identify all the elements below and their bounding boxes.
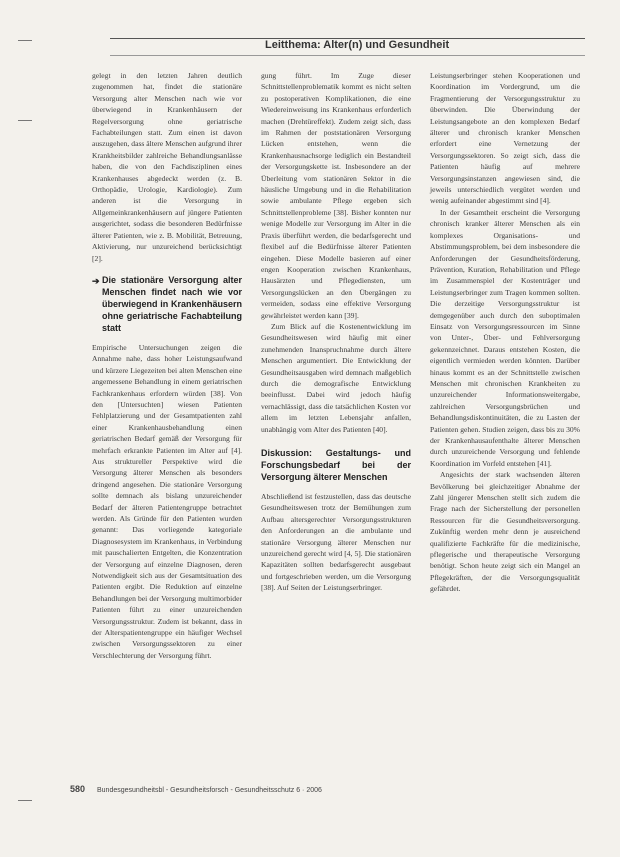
paragraph: Zum Blick auf die Kostenentwicklung im Gesundheitswesen wird häufig mit einer zunehmenden Inanspruchnahme durch ältere Menschen argumentiert. Die Entwicklung der Gesundheitsausgaben wird demnach maßgeblich durch die demografische Entwicklung beeinflusst. Dabei wird jedoch häufig vernachlässigt, dass die tatsächlichen Kosten vor allem im letzten Lebensjahr anfallen, unabhängig vom Alter des Patienten [40]. <box>261 321 411 434</box>
callout-heading-text: Die stationäre Versorgung alter Menschen findet nach wie vor überwiegend in Krankenhäusern ohne geriatrische Fachabteilung statt <box>102 274 242 333</box>
paragraph: Leistungserbringer stehen Kooperationen und Koordination im Vordergrund, um die Fragmentierung der Versorgungsstruktur zu überwinden. Die Überwindung der Leistungsangebote an den komplexen Bedarf älterer und chronisch kranker Menschen erfordert eine Vernetzung der Versorgungssektoren. So zeigt sich, dass die Patienten häufig auf mehrere Versorgungsinstanzen angewiesen sind, die jeweils unterschiedlich vergütet werden und wenig aufeinander abgestimmt sind [4]. <box>430 71 580 206</box>
journal-citation: Bundesgesundheitsbl - Gesundheitsforsch - Gesundheitsschutz 6 · 2006 <box>96 787 322 794</box>
section-heading: Diskussion: Gestaltungs- und Forschungsbedarf bei der Versorgung älterer Menschen <box>261 448 411 482</box>
text-column-1 <box>92 70 242 661</box>
text-column-2 <box>261 70 411 594</box>
callout-heading <box>92 274 242 334</box>
paragraph: Angesichts der stark wachsenden älteren Bevölkerung bei gleichzeitiger Abnahme der Zahl jüngerer Menschen stellt sich zudem die Frage nach der Sicherstellung der personellen Ressourcen für die Gesundheitsversorgung. Zukünftig werden mehr denn je ausreichend qualifizierte Fachkräfte für die medizinische, pflegerische und therapeutische Versorgung benötigt. Schon heute zeigt sich ein Mangel an Pflegekräften, der die Versorgungsqualität gefährdet. <box>430 470 580 594</box>
arrow-bullet-icon: ➔ <box>92 275 100 286</box>
paragraph: gung führt. Im Zuge dieser Schnittstellenproblematik kommt es nicht selten zu postoperativen Komplikationen, die eine Wiedereinweisung ins Krankenhaus erforderlich machen (Drehtüreffekt). Zudem zeigt sich, dass im Rahmen der poststationären Versorgung Lücken entstehen, wenn die Krankenhausnachsorge lediglich ein Bestandteil der Versorgungskette ist. Insbesondere an der Überleitung vom stationären Sektor in die häusliche Umgebung und in die Rehabilitation sowie ambulante Pflege ergeben sich Schnittstellenprobleme [38]. Bisher konnten nur wenige Modelle zur Versorgung im Alter in die Praxis überführt werden, die bedarfsgerecht und flexibel auf die Bedürfnisse älterer Patienten eingehen. Diese Modelle basieren auf einer engen Kooperation zwischen Krankenhaus, Hausärzten und Pflegediensten, um Versorgungslücken an den Übergängen zu vermeiden, sodass eine effektive Versorgung gewährleistet werden kann [39]. <box>261 71 411 320</box>
binding-marks <box>0 0 60 857</box>
page-number: 580 <box>70 784 86 794</box>
paragraph: Empirische Untersuchungen zeigen die Annahme nahe, dass hoher Leistungsaufwand und kürzere Liegezeiten bei alten Menschen eine angemessene Behandlung in einem geriatrischen Fachkrankenhaus erfordern würden [38]. Von den [Untersuchten] wiesen Patienten Fehlplatzierung und der Gesamtpatienten zahl einer Krankenhausbehandlung einen geriatrischen Bedarf gemäß der Versorgung für mehrfach erkrankte Patienten im Alter auf [4]. Aus struktureller Perspektive wird die Versorgung älterer Menschen als besonders dringend angesehen. Die stationäre Versorgung sollte demnach als bislang unzureichender Bedarf der älteren Patientengruppe betrachtet werden. Als Gründe für den Patienten wurden genannt: Das vorliegende kategoriale Diagnosesystem im Krankenhaus, in Verbindung mit pauschalierten Entgelten, die Konzentration der Versorgung auf einzelne Diagnosen, deren Notwendigkeit sich aus der Gesamtsituation des Patienten ergibt. Die Reduktion auf einzelne Behandlungen bei der Versorgung multimorbider Patienten führt zu einer unzureichenden Versorgungsstruktur. Zudem ist bekannt, dass in der Alterspatientengruppe ein häufiger Wechsel zwischen Versorgungssektoren zu einer Verschlechterung der Versorgung führt. <box>92 342 242 660</box>
page-footer <box>70 784 585 794</box>
paragraph: In der Gesamtheit erscheint die Versorgung chronisch kranker älterer Menschen als ein komplexes Organisations- und Abstimmungsproblem, bei dem insbesondere die Anforderungen der Gesundheitsförderung, Prävention, Kuration, Rehabilitation und Pflege im Zusammenspiel der Kostenträger und Leistungserbringer zum Tragen kommen sollten. Die derzeitige Versorgungsstruktur ist demgegenüber auch durch den suboptimalen Einsatz von Versorgungsressourcen im Sinne von Unter-, Über- und Fehlversorgung gekennzeichnet. Daraus entstehen Kosten, die eigentlich vermieden werden könnten. Darüber hinaus kommt es an der Schnittstelle zwischen Menschen mit chronischen Krankheiten zu unzureichender Informationsweitergabe, zahlreichen Versorgungsbrüchen und Behandlungsdiskontinuitäten, die zu Lasten der Patienten gehen. Studien zeigen, dass bis zu 30% der Krankenhausaufenthalte älterer Menschen durch unzureichende Versorgung und fehlende Koordination im Vorfeld entstehen [41]. <box>430 207 580 468</box>
paragraph: Abschließend ist festzustellen, dass das deutsche Gesundheitswesen trotz der Bemühungen zum Aufbau altersgerechter Versorgungsstrukturen den Anforderungen an die ambulante und stationäre Versorgung älterer Menschen nur unzureichend gerecht wird [4, 5]. Die stationären Kapazitäten sollten bedarfsgerecht ausgebaut und fortgeschrieben werden, um die Versorgung [38]. Auf Seiten der Leistungserbringer. <box>261 492 411 593</box>
text-column-3 <box>430 70 580 595</box>
running-header: Leitthema: Alter(n) und Gesundheit <box>265 39 450 51</box>
paragraph: gelegt in den letzten Jahren deutlich zugenommen hat, findet die stationäre Versorgung alter Menschen nach wie vor überwiegend in Krankenhäusern der Regelversorgung ohne geriatrische Fachabteilungen statt. Zum einen ist davon auszugehen, dass ältere Menschen aufgrund ihrer Krankheitsbilder zahlreiche Behandlungsanlässe haben, die von den Fachdisziplinen eines Krankenhauses abgedeckt werden (z. B. Orthopädie, Urologie, Kardiologie). Zum anderen ist die Versorgung in Allgemeinkrankenhäusern auf jüngere Patienten ausgerichtet, sodass die besonderen Bedürfnisse älterer Patienten, wie z. B. Mobilität, Betreuung, Aktivierung, nur unzureichend berücksichtigt [2]. <box>92 71 242 263</box>
